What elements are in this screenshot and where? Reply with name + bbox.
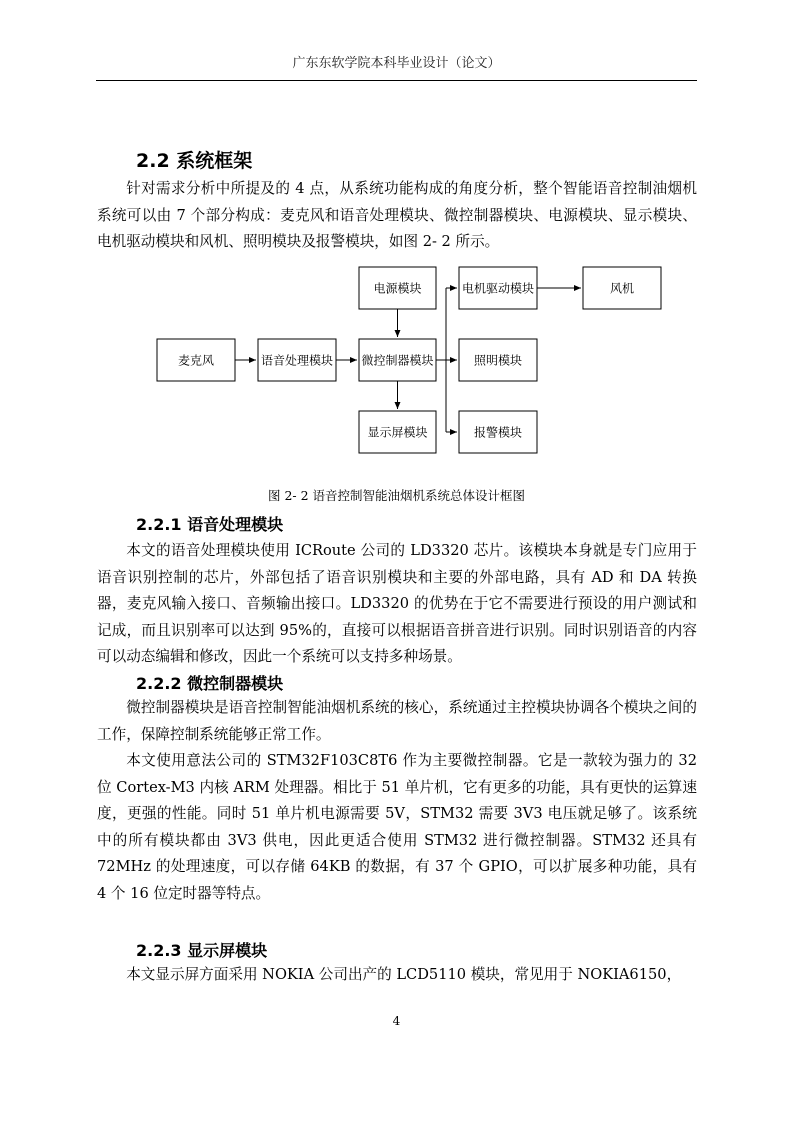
figure-caption: 图 2- 2 语音控制智能油烟机系统总体设计框图 (267, 488, 526, 503)
lighting-label: 照明模块 (473, 353, 523, 368)
section-intro-paragraph: 针对需求分析中所提及的 4 点，从系统功能构成的角度分析，整个智能语音控制油烟机系统可以由 7 个部分构成：麦克风和语音处理模块、微控制器模块、电源模块、显示模块、电机驱动模块和风机、照明模块及报警模块，如图 2- 2 所示。 (97, 180, 697, 251)
mcu-paragraph-1: 微控制器模块是语音控制智能油烟机系统的核心，系统通过主控模块协调各个模块之间的工作，保障控制系统能够正常工作。 (97, 699, 697, 743)
mcu-label: 微控制器模块 (361, 353, 434, 368)
section-heading: 2.2 系统框架 (136, 150, 253, 172)
display-paragraph: 本文显示屏方面采用 NOKIA 公司出产的 LCD5110 模块，常见用于 NOKIA6150， (126, 966, 682, 983)
power-label: 电源模块 (373, 281, 422, 296)
motor-driver-label: 电机驱动模块 (461, 281, 535, 296)
page-number: 4 (392, 1014, 401, 1028)
mic-label: 麦克风 (177, 353, 215, 368)
mcu-paragraph-2: 本文使用意法公司的 STM32F103C8T6 作为主要微控制器。它是一款较为强力的 32 位 Cortex-M3 内核 ARM 处理器。相比于 51 单片机，它有更多的功能，具有更快的运算速度，更强的性能。同时 51 单片机电源需要 5V，STM32 需要 3V3 电压就足够了。该系统中的所有模块都由 3V3 供电，因此更适合使用 STM32 进行微控制器。STM32 还具有 72MHz 的处理速度，可以存储 64KB 的数据，有 37 个 GPIO，可以扩展多种功能，具有 4 个 16 位定时器等特点。 (97, 752, 697, 902)
voice-paragraph: 本文的语音处理模块使用 ICRoute 公司的 LD3320 芯片。该模块本身就是专门应用于语音识别控制的芯片，外部包括了语音识别模块和主要的外部电路，具有 AD 和 DA 转换器，麦克风输入接口、音频输出接口。LD3320 的优势在于它不需要进行预设的用户测试和记成，而且识别率可以达到 95%的，直接可以根据语音拼音进行识别。同时识别语音的内容可以动态编辑和修改，因此一个系统可以支持多种场景。 (97, 542, 697, 666)
fan-label: 风机 (609, 281, 635, 296)
subsection-heading-voice: 2.2.1 语音处理模块 (136, 515, 284, 534)
alarm-label: 报警模块 (473, 425, 523, 440)
display-label: 显示屏模块 (367, 425, 428, 440)
subsection-heading-mcu: 2.2.2 微控制器模块 (136, 674, 284, 693)
page-header: 广东东软学院本科毕业设计（论文） (292, 56, 501, 71)
subsection-heading-display: 2.2.3 显示屏模块 (136, 941, 268, 960)
voice-label: 语音处理模块 (260, 353, 334, 368)
